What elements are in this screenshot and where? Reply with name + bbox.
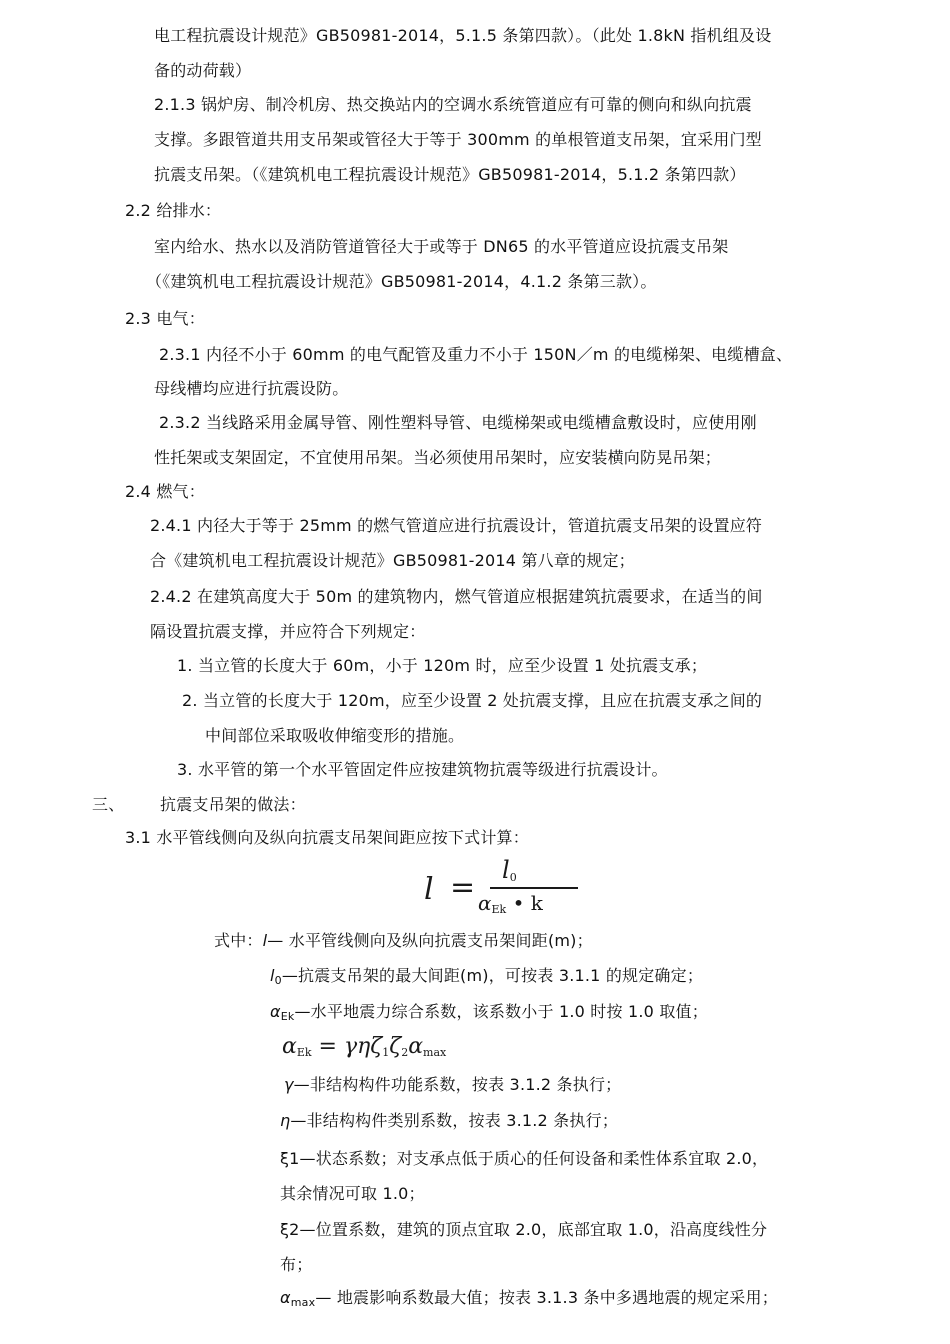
clause-2-4-1: 2.4.1 内径大于等于 25mm 的燃气管道应进行抗震设计，管道抗震支吊架的设置应符 [150, 516, 763, 535]
xi1-definition-cont: 其余情况可取 1.0； [280, 1184, 425, 1203]
eta-symbol: η [280, 1111, 291, 1130]
text-line: 性托架或支架固定，不宜使用吊架。当必须使用吊架时，应安装横向防晃吊架； [154, 448, 722, 467]
list-item-1: 1. 当立管的长度大于 60m，小于 120m 时，应至少设置 1 处抗震支承； [177, 656, 708, 675]
xi1-definition: ξ1—状态系数；对支承点低于质心的任何设备和柔性体系宜取 2.0， [280, 1149, 769, 1168]
l0-symbol: l [270, 966, 275, 985]
fraction-bar [490, 887, 578, 889]
xi2-definition: ξ2—位置系数，建筑的顶点宜取 2.0，底部宜取 1.0，沿高度线性分 [280, 1220, 768, 1239]
f2-rhs: = γηζ [311, 1034, 383, 1059]
chapter-number: 三、 [92, 795, 125, 814]
amax-description: — 地震影响系数最大值；按表 3.1.3 条中多遇地震的规定采用； [315, 1288, 778, 1307]
eta-definition [280, 1111, 618, 1131]
spacing-formula [420, 856, 590, 918]
denominator-rest: • k [506, 891, 543, 915]
f2-lhs-sub: Ek [296, 1046, 312, 1059]
aek-symbol: α [270, 1002, 281, 1021]
denominator-alpha: α [478, 891, 492, 915]
list-item-2: 2. 当立管的长度大于 120m，应至少设置 2 处抗震支撑，且应在抗震支承之间的 [182, 691, 763, 710]
l0-sub: 0 [274, 974, 282, 987]
alpha-ek-formula [282, 1034, 446, 1059]
section-heading-2-4: 2.4 燃气： [125, 482, 205, 501]
numerator-symbol: l [502, 856, 510, 884]
formula-equals: = [450, 870, 476, 905]
chapter-title: 抗震支吊架的做法： [160, 795, 306, 814]
text-line: 抗震支吊架。（《建筑机电工程抗震设计规范》GB50981-2014，5.1.2 条第四款） [154, 165, 746, 184]
section-heading-2-3: 2.3 电气： [125, 309, 205, 328]
text-line: 备的动荷载） [154, 61, 252, 80]
text-line: 隔设置抗震支撑，并应符合下列规定： [150, 622, 426, 641]
f2-alpha: α [408, 1034, 424, 1059]
text-line: 支撑。多跟管道共用支吊架或管径大于等于 300mm 的单根管道支吊架，宜采用门型 [154, 130, 762, 149]
f2-lhs: α [282, 1034, 297, 1059]
section-heading-2-2: 2.2 给排水： [125, 201, 222, 220]
text-line: （《建筑机电工程抗震设计规范》GB50981-2014，4.1.2 条第三款）。 [146, 272, 657, 291]
formula-numerator [502, 856, 517, 884]
l0-description: —抗震支吊架的最大间距(m)，可按表 3.1.1 的规定确定； [281, 966, 704, 985]
formula-lhs: l [424, 872, 434, 907]
eta-description: —非结构构件类别系数，按表 3.1.2 条执行； [290, 1111, 619, 1130]
clause-2-4-2: 2.4.2 在建筑高度大于 50m 的建筑物内，燃气管道应根据建筑抗震要求，在适当的间 [150, 587, 763, 606]
amax-symbol: α [280, 1288, 291, 1307]
text-line: 室内给水、热水以及消防管道管径大于或等于 DN65 的水平管道应设抗震支吊架 [154, 237, 729, 256]
clause-2-1-3: 2.1.3 锅炉房、制冷机房、热交换站内的空调水系统管道应有可靠的侧向和纵向抗震 [154, 95, 752, 114]
denominator-sub: Ek [491, 903, 507, 916]
f2-alpha-sub: max [423, 1046, 447, 1059]
text-line: 合《建筑机电工程抗震设计规范》GB50981-2014 第八章的规定； [150, 551, 635, 570]
aek-description: —水平地震力综合系数，该系数小于 1.0 时按 1.0 取值； [294, 1002, 708, 1021]
amax-definition [280, 1288, 778, 1313]
f2-zeta2-sub: 2 [401, 1046, 409, 1059]
aek-sub: Ek [280, 1010, 295, 1023]
clause-2-3-1: 2.3.1 内径不小于 60mm 的电气配管及重力不小于 150N／m 的电缆梯架、电缆槽盒、 [159, 345, 793, 364]
l0-definition [270, 966, 703, 991]
gamma-description: —非结构构件功能系数，按表 3.1.2 条执行； [293, 1075, 622, 1094]
gamma-definition [284, 1075, 621, 1095]
clause-2-3-2: 2.3.2 当线路采用金属导管、刚性塑料导管、电缆梯架或电缆槽盒敷设时，应使用刚 [159, 413, 757, 432]
xi2-definition-cont: 布； [280, 1255, 313, 1274]
numerator-sub: 0 [509, 871, 517, 884]
clause-3-1: 3.1 水平管线侧向及纵向抗震支吊架间距应按下式计算： [125, 828, 529, 847]
list-item-3: 3. 水平管的第一个水平管固定件应按建筑物抗震等级进行抗震设计。 [177, 760, 668, 779]
where-intro: 式中： [214, 931, 263, 950]
gamma-symbol: γ [284, 1075, 294, 1094]
formula-denominator [478, 891, 543, 916]
text-line: 母线槽均应进行抗震设防。 [154, 379, 349, 398]
text-line: 电工程抗震设计规范》GB50981-2014，5.1.5 条第四款）。（此处 1.8kN 指机组及设 [154, 26, 772, 45]
f2-zeta2: ζ [389, 1034, 402, 1059]
aek-definition [270, 1002, 708, 1027]
where-intro-line [214, 931, 593, 951]
l-symbol: l [262, 931, 268, 950]
text-line: 中间部位采取吸收伸缩变形的措施。 [205, 726, 465, 745]
l-description: — 水平管线侧向及纵向抗震支吊架间距(m)； [267, 931, 593, 950]
f2-zeta1-sub: 1 [382, 1046, 390, 1059]
amax-sub: max [290, 1296, 316, 1309]
